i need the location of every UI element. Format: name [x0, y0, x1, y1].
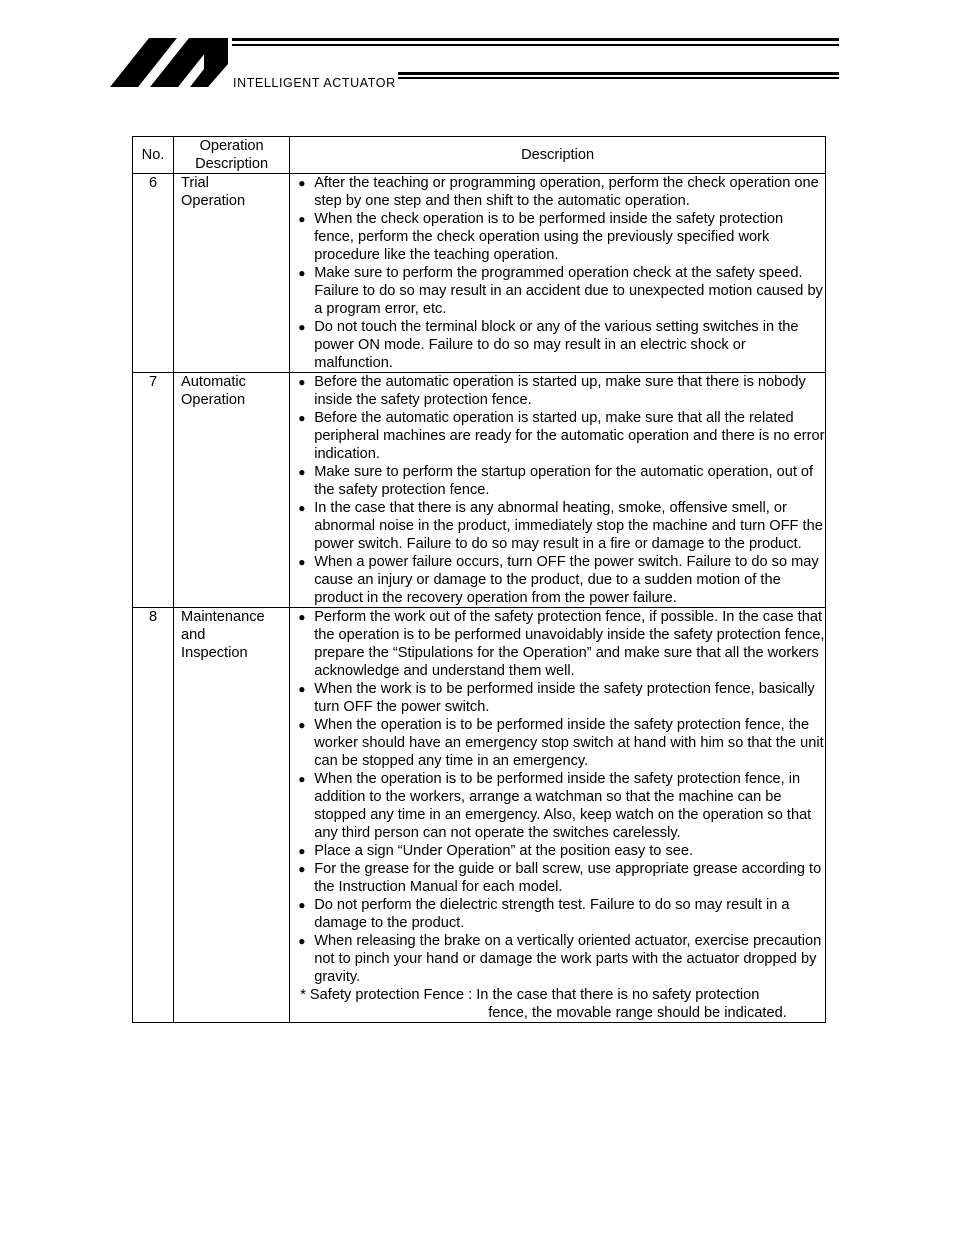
- bullet-dot-icon: ●: [298, 555, 306, 569]
- bullet-dot-icon: ●: [298, 682, 306, 696]
- table-row: [133, 373, 826, 608]
- operation-label-line: Inspection: [181, 645, 248, 661]
- description-item-text: Place a sign “Under Operation” at the position easy to see.: [314, 843, 694, 859]
- description-item: [298, 608, 825, 680]
- description-item: [298, 373, 825, 409]
- bullet-dot-icon: ●: [298, 212, 306, 226]
- table-body: [133, 174, 826, 1023]
- description-item: [298, 264, 825, 318]
- description-item-text: For the grease for the guide or ball screw, use appropriate grease according to the Instruction Manual for each model.: [314, 861, 822, 895]
- bullet-dot-icon: ●: [298, 266, 306, 280]
- description-cell: [290, 174, 826, 373]
- description-item-text: Make sure to perform the startup operation for the automatic operation, out of the safety protection fence.: [314, 464, 814, 498]
- bullet-dot-icon: ●: [298, 844, 306, 858]
- operation-cell: [174, 608, 290, 1023]
- description-item: [298, 716, 825, 770]
- operation-label-line: Trial: [181, 175, 209, 191]
- description-item-text: Perform the work out of the safety protection fence, if possible. In the case that the operation is to be performed unavoidably inside the safety protection fence, prepare the “Stipulations for the Operation” and make sure that all the workers acknowledge and understand them well.: [314, 609, 825, 679]
- description-item-text: Before the automatic operation is started up, make sure that there is nobody inside the safety protection fence.: [314, 374, 806, 408]
- description-item: [298, 932, 825, 986]
- operation-label-line: and: [181, 627, 206, 643]
- bullet-dot-icon: ●: [298, 898, 306, 912]
- operation-label-line: Operation: [181, 392, 246, 408]
- description-item: [298, 842, 825, 860]
- header-operation: [174, 137, 290, 174]
- description-item: [298, 318, 825, 372]
- description-item: [298, 860, 825, 896]
- description-item: [298, 409, 825, 463]
- description-item: [298, 896, 825, 932]
- description-item-text: Make sure to perform the programmed operation check at the safety speed. Failure to do so may result in an accident due to unexpected motion caused by a program error, etc.: [314, 265, 823, 317]
- iai-logo: [108, 34, 843, 94]
- description-cell: [290, 373, 826, 608]
- description-item-text: When a power failure occurs, turn OFF the power switch. Failure to do so may cause an injury or damage to the product, due to a sudden motion of the product in the recovery operation from the power failure.: [314, 554, 819, 606]
- description-item: [298, 553, 825, 607]
- bullet-dot-icon: ●: [298, 465, 306, 479]
- description-cell: [290, 608, 826, 1023]
- bullet-dot-icon: ●: [298, 375, 306, 389]
- bullet-dot-icon: ●: [298, 176, 306, 190]
- bullet-dot-icon: ●: [298, 610, 306, 624]
- operation-label-line: Automatic: [181, 374, 246, 390]
- bullet-dot-icon: ●: [298, 772, 306, 786]
- description-item-text: When releasing the brake on a vertically oriented actuator, exercise precaution not to pinch your hand or damage the work parts with the actuator dropped by gravity.: [314, 933, 822, 985]
- description-item-text: Before the automatic operation is started up, make sure that all the related peripheral machines are ready for the automatic operation and there is no error indication.: [314, 410, 825, 462]
- bullet-dot-icon: ●: [298, 411, 306, 425]
- row-number: 6: [133, 174, 174, 373]
- fence-note-line1: * Safety protection Fence : In the case that there is no safety protection: [300, 987, 760, 1003]
- operation-cell: [174, 373, 290, 608]
- description-item-text: In the case that there is any abnormal heating, smoke, offensive smell, or abnormal noise in the product, immediately stop the machine and turn OFF the power switch. Failure to do so may result in a fire or damage to the product.: [314, 500, 823, 552]
- description-item-text: When the operation is to be performed inside the safety protection fence, the worker should have an emergency stop switch at hand with him so that the unit can be stopped any time in an emergency.: [314, 717, 824, 769]
- table-row: [133, 174, 826, 373]
- header-operation-line2: Description: [195, 156, 269, 172]
- operation-label-line: Operation: [181, 193, 246, 209]
- description-item-text: Do not touch the terminal block or any of the various setting switches in the power ON mode. Failure to do so may result in an electric shock or malfunction.: [314, 319, 799, 371]
- table-row: [133, 608, 826, 1023]
- header-no: No.: [133, 137, 174, 174]
- description-item-text: After the teaching or programming operation, perform the check operation one step by one step and then shift to the automatic operation.: [314, 175, 819, 209]
- description-item-text: When the check operation is to be performed inside the safety protection fence, perform the check operation using the previously specified work procedure like the teaching operation.: [314, 211, 784, 263]
- description-item: [298, 174, 825, 210]
- operation-label-line: Maintenance: [181, 609, 265, 625]
- description-item: [298, 499, 825, 553]
- bullet-dot-icon: ●: [298, 934, 306, 948]
- operation-cell: [174, 174, 290, 373]
- row-number: 7: [133, 373, 174, 608]
- header-description: Description: [290, 137, 826, 174]
- bullet-dot-icon: ●: [298, 320, 306, 334]
- description-item: [298, 210, 825, 264]
- brand-text: INTELLIGENT ACTUATOR: [233, 76, 396, 90]
- safety-table: [132, 136, 826, 1023]
- page-header: [108, 34, 843, 94]
- bullet-dot-icon: ●: [298, 862, 306, 876]
- fence-note-line2: fence, the movable range should be indicated.: [488, 1005, 787, 1021]
- bullet-dot-icon: ●: [298, 501, 306, 515]
- description-item: [298, 463, 825, 499]
- description-item: [298, 680, 825, 716]
- description-item-text: Do not perform the dielectric strength test. Failure to do so may result in a damage to the product.: [314, 897, 790, 931]
- bullet-dot-icon: ●: [298, 718, 306, 732]
- description-item-text: When the operation is to be performed inside the safety protection fence, in addition to the workers, arrange a watchman so that the machine can be stopped any time in an emergency. Also, keep watch on the operation so that any third person can not operate the switches carelessly.: [314, 771, 812, 841]
- safety-table-container: [132, 136, 826, 1023]
- description-item-text: When the work is to be performed inside the safety protection fence, basically turn OFF the power switch.: [314, 681, 815, 715]
- description-item: [298, 770, 825, 842]
- header-operation-line1: Operation: [199, 138, 264, 154]
- row-number: 8: [133, 608, 174, 1023]
- table-header-row: [133, 137, 826, 174]
